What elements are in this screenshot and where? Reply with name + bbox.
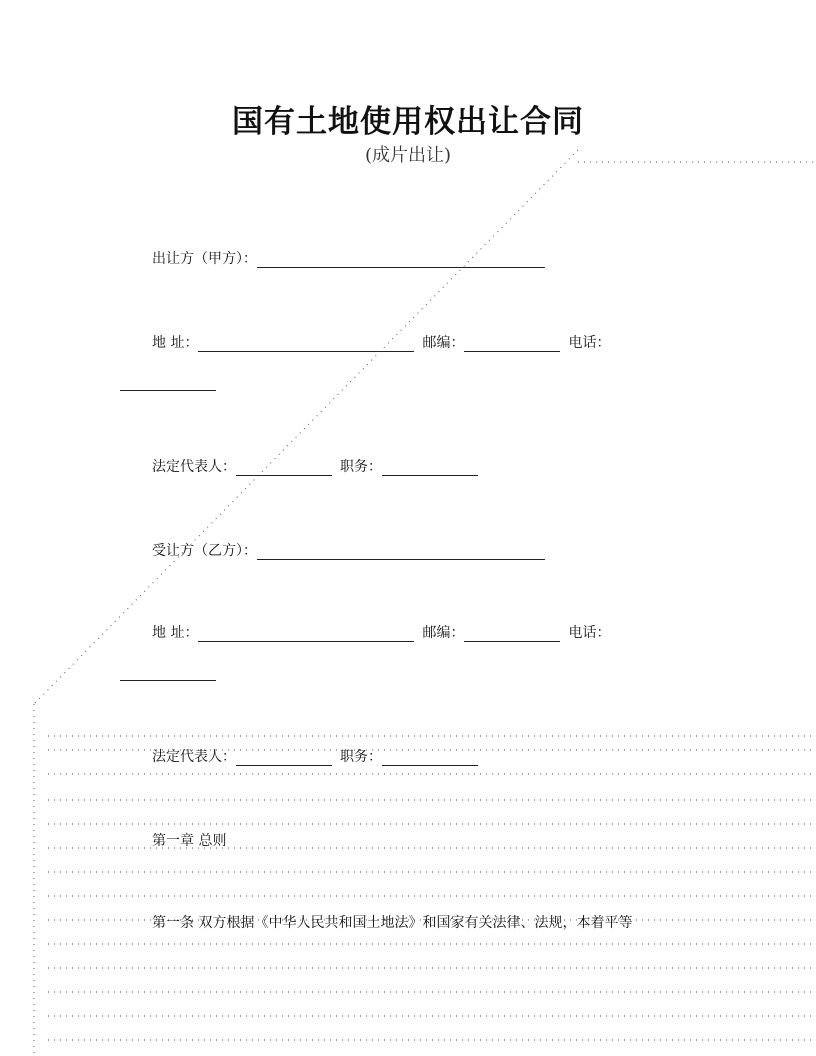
grantee-phone-continuation (120, 666, 224, 686)
grantor-line (152, 248, 553, 268)
grantee-rep-line (152, 746, 486, 766)
position-label: 职务： (340, 459, 382, 475)
contract-title: 国有土地使用权出让合同 (232, 104, 584, 140)
grantor-phone-continuation (120, 376, 224, 396)
postcode-blank (464, 627, 560, 642)
postcode-label: 邮编： (422, 335, 465, 351)
grantee-label: 受让方（乙方）： (152, 543, 257, 559)
position-blank (382, 751, 478, 766)
rep-label: 法定代表人： (152, 459, 236, 475)
phone-blank (120, 376, 216, 391)
rep-blank (236, 751, 332, 766)
article-1-text: 第一条 双方根据《中华人民共和国土地法》和国家有关法律、法规，本着平等 (152, 915, 633, 931)
article-1 (152, 912, 632, 932)
grantor-blank (257, 253, 545, 268)
phone-label: 电话： (568, 625, 611, 641)
address-label: 地 址： (152, 625, 199, 641)
grantor-rep-line (152, 456, 486, 476)
rep-blank (236, 461, 332, 476)
rep-label: 法定代表人： (152, 749, 236, 765)
phone-blank (120, 666, 216, 681)
address-blank (198, 337, 414, 352)
grantor-label: 出让方（甲方）： (152, 251, 257, 267)
chapter-heading (152, 830, 226, 850)
position-blank (382, 461, 478, 476)
phone-label: 电话： (568, 335, 611, 351)
postcode-label: 邮编： (422, 625, 465, 641)
position-label: 职务： (340, 749, 382, 765)
contract-subtitle: (成片出让) (364, 145, 452, 166)
grantee-address-line (152, 622, 610, 642)
address-blank (198, 627, 414, 642)
grantee-blank (257, 545, 545, 560)
grantee-line (152, 540, 553, 560)
postcode-blank (464, 337, 560, 352)
chapter-1-title: 第一章 总则 (152, 833, 227, 849)
address-label: 地 址： (152, 335, 199, 351)
grantor-address-line (152, 332, 610, 352)
